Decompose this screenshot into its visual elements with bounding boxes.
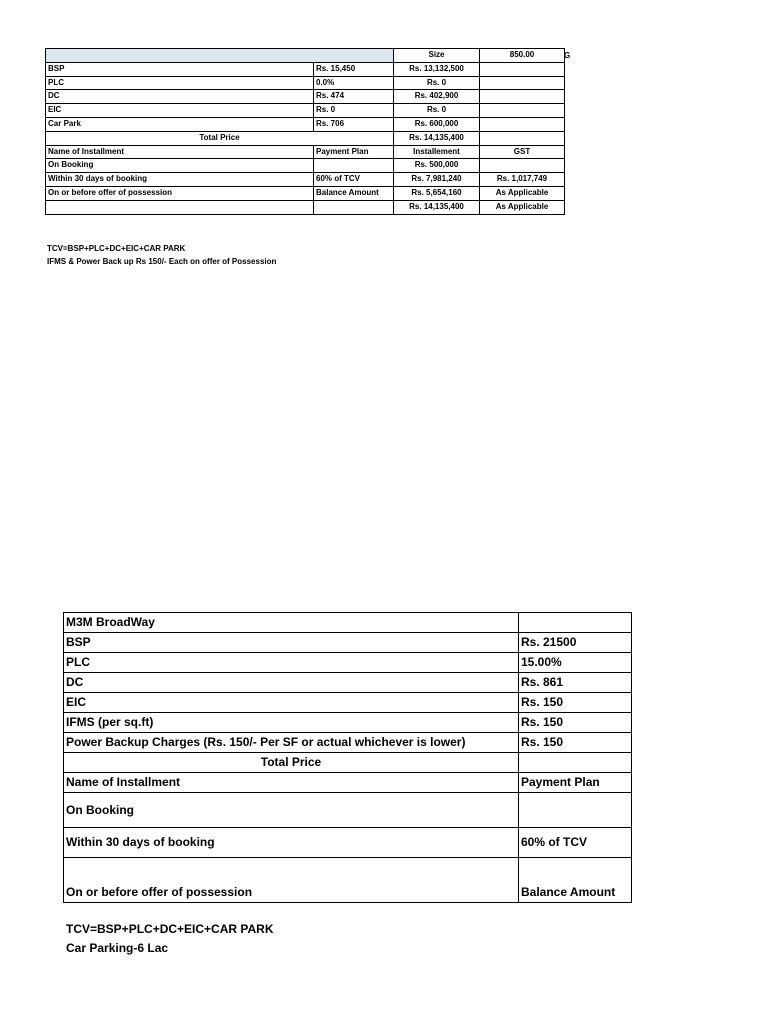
installment-name: On or before offer of possession (64, 858, 519, 903)
installment-header-row (46, 145, 565, 159)
total-price-label: Total Price (46, 131, 394, 145)
size-value: 850.00 (480, 49, 565, 63)
installment-gst: As Applicable (480, 200, 565, 214)
component-label: DC (64, 673, 519, 693)
component-label: Power Backup Charges (Rs. 150/- Per SF or actual whichever is lower) (64, 733, 519, 753)
component-gst (480, 76, 565, 90)
installment-header-row (64, 773, 632, 793)
note-line: IFMS & Power Back up Rs 150/- Each on offer of Possession (47, 257, 277, 266)
table-row (46, 104, 565, 118)
component-amount: Rs. 600,000 (394, 117, 480, 131)
component-rate: Rs. 15,450 (314, 62, 394, 76)
installment-name-header: Name of Installment (64, 773, 519, 793)
size-label: Size (394, 49, 480, 63)
installment-name: On Booking (46, 159, 314, 173)
component-rate: 0.0% (314, 76, 394, 90)
installment-name: On Booking (64, 793, 519, 828)
table-row (64, 733, 632, 753)
installment-row (46, 173, 565, 187)
component-value: Rs. 150 (519, 693, 632, 713)
component-rate: Rs. 706 (314, 117, 394, 131)
installment-plan: 60% of TCV (314, 173, 394, 187)
component-gst (480, 104, 565, 118)
note-line: TCV=BSP+PLC+DC+EIC+CAR PARK (47, 244, 186, 253)
total-price-label: Total Price (64, 753, 519, 773)
pricing-table-broadway (63, 612, 632, 903)
component-label: EIC (46, 104, 314, 118)
component-value: 15.00% (519, 653, 632, 673)
table-row (46, 90, 565, 104)
component-amount: Rs. 402,900 (394, 90, 480, 104)
component-amount: Rs. 0 (394, 76, 480, 90)
stray-cell-text: G (564, 51, 571, 60)
installment-plan (314, 200, 394, 214)
payment-plan-header: Payment Plan (314, 145, 394, 159)
table-row (46, 76, 565, 90)
installment-total-row (46, 200, 565, 214)
installment-plan (519, 793, 632, 828)
note-line: Car Parking-6 Lac (66, 941, 169, 955)
installment-plan: Balance Amount (314, 186, 394, 200)
title-row (64, 613, 632, 633)
total-gst-cell (480, 131, 565, 145)
payment-plan-header: Payment Plan (519, 773, 632, 793)
installment-name (46, 200, 314, 214)
component-label: BSP (46, 62, 314, 76)
notes-bottom (66, 920, 274, 958)
component-amount: Rs. 13,132,500 (394, 62, 480, 76)
table-row (64, 693, 632, 713)
installment-name-header: Name of Installment (46, 145, 314, 159)
size-row (46, 49, 565, 63)
component-label: PLC (46, 76, 314, 90)
component-label: PLC (64, 653, 519, 673)
component-gst (480, 117, 565, 131)
installment-amount: Rs. 5,654,160 (394, 186, 480, 200)
installment-row (46, 186, 565, 200)
installment-amount: Rs. 7,981,240 (394, 173, 480, 187)
component-gst (480, 62, 565, 76)
installment-name: Within 30 days of booking (64, 828, 519, 858)
table-row (64, 713, 632, 733)
component-value: Rs. 150 (519, 713, 632, 733)
installment-amount: Rs. 500,000 (394, 159, 480, 173)
installment-gst (480, 159, 565, 173)
installment-plan: 60% of TCV (519, 828, 632, 858)
table-row (64, 653, 632, 673)
project-title: M3M BroadWay (64, 613, 519, 633)
total-row (46, 131, 565, 145)
component-rate: Rs. 0 (314, 104, 394, 118)
gst-header: GST (480, 145, 565, 159)
component-value: Rs. 150 (519, 733, 632, 753)
installment-name: On or before offer of possession (46, 186, 314, 200)
table-row (46, 62, 565, 76)
installment-row (64, 858, 632, 903)
component-amount: Rs. 0 (394, 104, 480, 118)
installment-header: Installement (394, 145, 480, 159)
table-row (46, 117, 565, 131)
component-label: EIC (64, 693, 519, 713)
table-row (64, 633, 632, 653)
installment-row (46, 159, 565, 173)
pricing-table-top (45, 48, 565, 215)
installment-name: Within 30 days of booking (46, 173, 314, 187)
total-row (64, 753, 632, 773)
note-line: TCV=BSP+PLC+DC+EIC+CAR PARK (66, 922, 274, 936)
installment-row (64, 828, 632, 858)
installment-plan: Balance Amount (519, 858, 632, 903)
installment-plan (314, 159, 394, 173)
installment-amount: Rs. 14,135,400 (394, 200, 480, 214)
header-blank-cell (46, 49, 394, 63)
installment-gst: As Applicable (480, 186, 565, 200)
component-rate: Rs. 474 (314, 90, 394, 104)
component-value: Rs. 21500 (519, 633, 632, 653)
total-price-value (519, 753, 632, 773)
component-label: DC (46, 90, 314, 104)
component-gst (480, 90, 565, 104)
component-label: Car Park (46, 117, 314, 131)
table-row (64, 673, 632, 693)
component-label: IFMS (per sq.ft) (64, 713, 519, 733)
title-value-cell (519, 613, 632, 633)
notes-top (47, 242, 276, 268)
total-price-amount: Rs. 14,135,400 (394, 131, 480, 145)
component-value: Rs. 861 (519, 673, 632, 693)
installment-row (64, 793, 632, 828)
installment-gst: Rs. 1,017,749 (480, 173, 565, 187)
component-label: BSP (64, 633, 519, 653)
